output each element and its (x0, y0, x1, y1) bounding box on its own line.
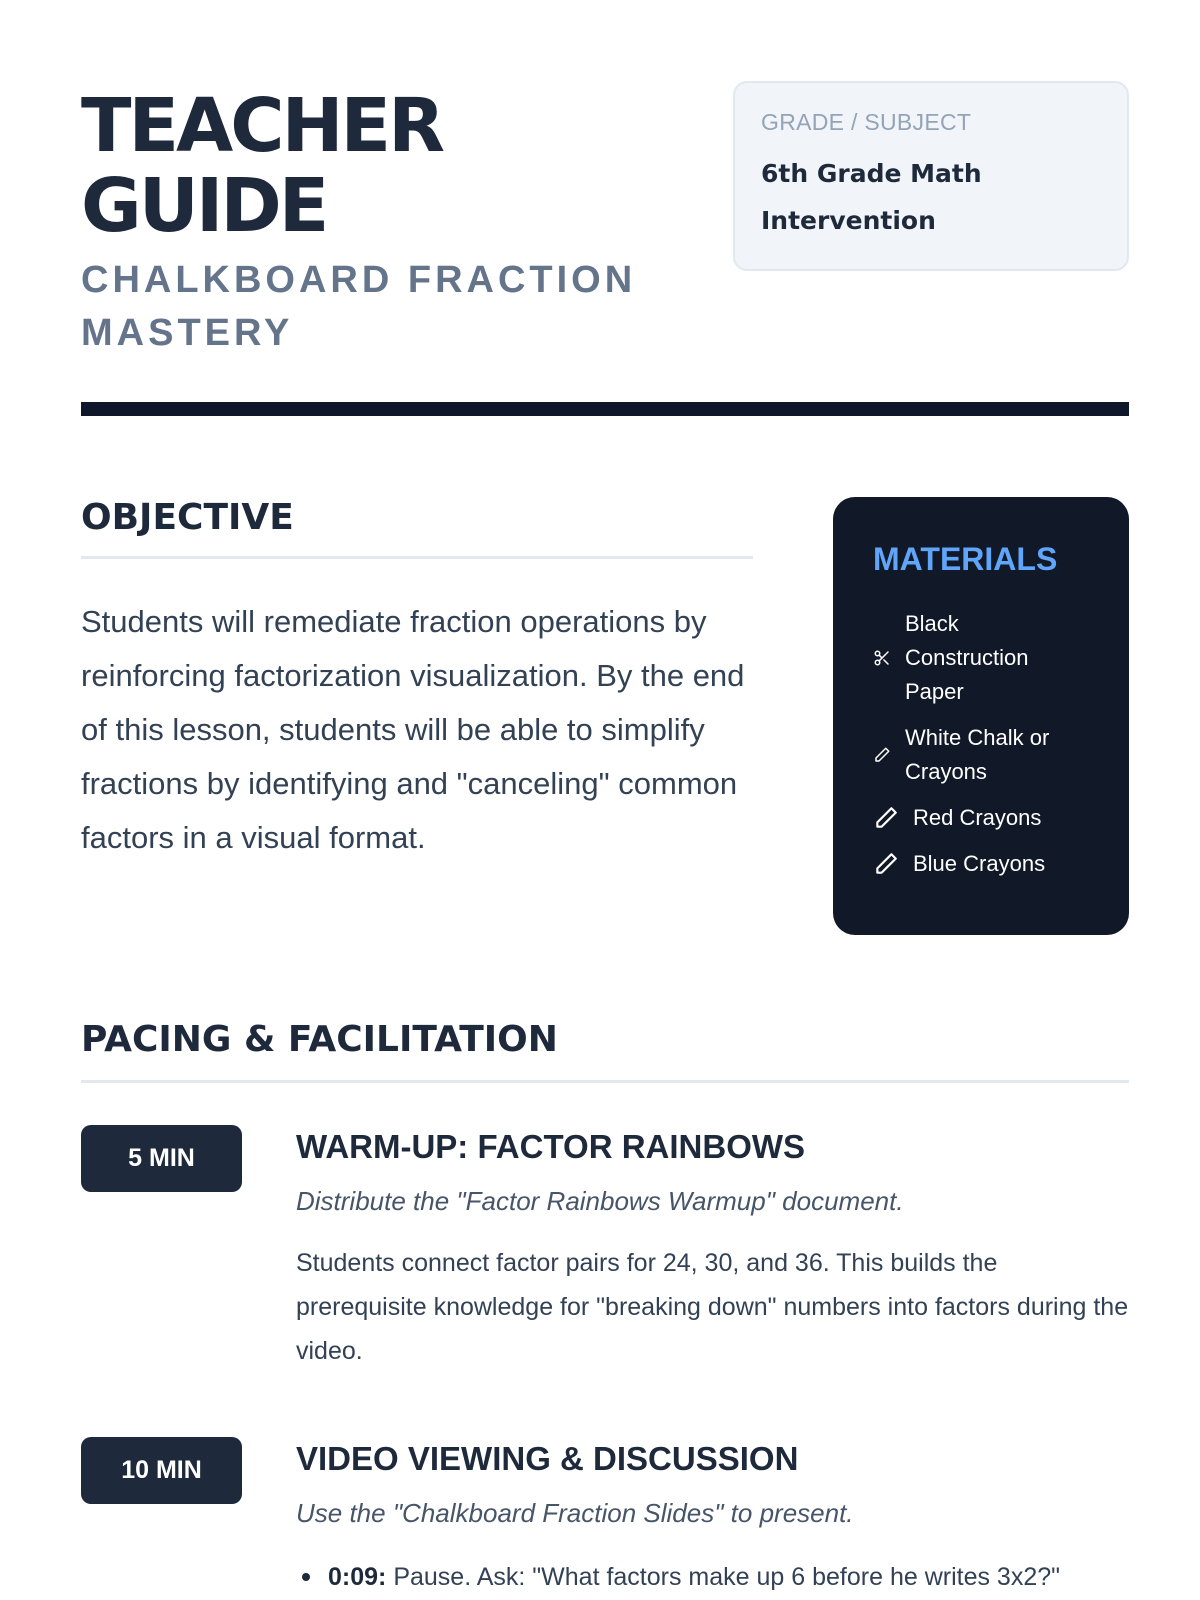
materials-card (833, 497, 1129, 935)
materials-item-label: White Chalk or Crayons (905, 725, 1050, 784)
materials-item-label: Black Construction Paper (905, 611, 1029, 704)
materials-item (873, 801, 1099, 835)
duration-badge: 10 MIN (81, 1437, 242, 1504)
step-body (296, 1125, 1129, 1373)
materials-title: MATERIALS (873, 541, 1058, 577)
step-body (296, 1437, 1129, 1597)
bullet-timestamp: 0:09: (328, 1563, 387, 1591)
materials-item-label: Red Crayons (913, 805, 1042, 830)
objective-heading: OBJECTIVE (81, 497, 294, 538)
pencil-icon (873, 805, 899, 831)
objective-section (81, 494, 753, 865)
pacing-heading: PACING & FACILITATION (81, 1019, 558, 1060)
title-line-1: TEACHER (81, 83, 443, 169)
header (81, 80, 1129, 416)
pencil-icon (873, 851, 899, 877)
grade-subject-value (761, 150, 1101, 244)
grade-value-line-1: 6th Grade Math (761, 159, 982, 188)
step-note: Distribute the "Factor Rainbows Warmup" document. (296, 1186, 904, 1216)
page-title (81, 83, 443, 249)
grade-subject-label: GRADE / SUBJECT (761, 109, 972, 135)
step-title: VIDEO VIEWING & DISCUSSION (296, 1440, 799, 1477)
objective-text: Students will remediate fraction operations by reinforcing factorization visualization. By the end of this lesson, students will be able to simplify fractions by identifying and "canceling" common factors in a visual format. (81, 604, 745, 855)
step-note: Use the "Chalkboard Fraction Slides" to present. (296, 1498, 854, 1528)
scissors-icon (873, 649, 891, 667)
grade-value-line-2: Intervention (761, 206, 936, 235)
pacing-section (81, 1016, 1129, 1083)
step-title: WARM-UP: FACTOR RAINBOWS (296, 1128, 806, 1165)
materials-item (873, 721, 1099, 789)
materials-item (873, 847, 1099, 881)
pacing-step-warmup (81, 1125, 1129, 1405)
header-divider (81, 402, 1129, 416)
objective-divider (81, 556, 753, 559)
pencil-icon (873, 746, 891, 764)
title-line-2: GUIDE (81, 163, 327, 249)
step-description: Students connect factor pairs for 24, 30, and 36. This builds the prerequisite knowledge for "breaking down" numbers into factors during the video. (296, 1249, 1129, 1365)
grade-subject-card (733, 81, 1129, 271)
materials-item-label: Blue Crayons (913, 851, 1046, 876)
step-bullet-list (296, 1557, 1129, 1597)
page-subtitle: CHALKBOARD FRACTION MASTERY (81, 259, 637, 354)
bullet-text: Pause. Ask: "What factors make up 6 before he writes 3x2?" (386, 1563, 1061, 1591)
list-item (296, 1557, 1129, 1597)
duration-badge: 5 MIN (81, 1125, 242, 1192)
pacing-divider (81, 1080, 1129, 1083)
pacing-step-video (81, 1437, 1129, 1600)
materials-item (873, 607, 1099, 709)
